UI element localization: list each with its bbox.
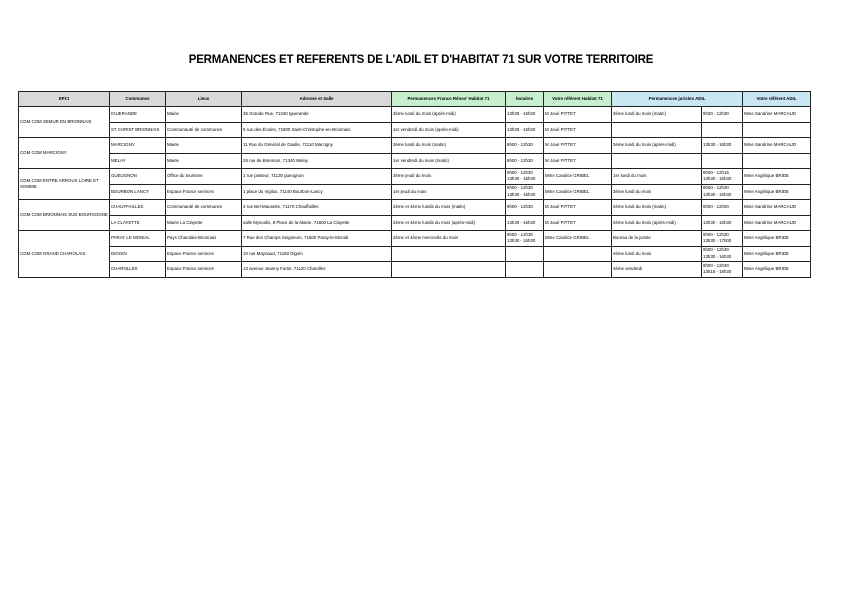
adresse-cell: salle Mysoolis, 8 Place de la Mairie, 71800 La Clayette (242, 215, 392, 231)
horaires-cell (506, 262, 544, 278)
perm-h71-cell: 1er jeudi du mois (392, 184, 506, 200)
horaires-cell: 9h00 - 12h30 (506, 200, 544, 216)
header-row (19, 92, 811, 107)
perm-h71-cell: 2ème et 4ème lundis du mois (après-midi) (392, 215, 506, 231)
page-title: PERMANENCES ET REFERENTS DE L'ADIL ET D'HABITAT 71 SUR VOTRE TERRITOIRE (188, 54, 654, 66)
horaires-cell: 9h00 - 12h30 (506, 153, 544, 169)
ref-adil-cell: Mme Angélique BRIDE (743, 262, 811, 278)
horaires-cell: 9h00 - 12h30 13h30 - 16h30 (506, 169, 544, 185)
horaires-adil-cell (702, 122, 743, 138)
table-row (19, 184, 811, 200)
perm-h71-cell (392, 246, 506, 262)
commune-cell: ST CHRIST BRIONNAIS (110, 122, 166, 138)
horaires-adil-cell: 9h00 - 12h30 13h30 - 16h30 (702, 246, 743, 262)
horaires-adil-cell (702, 153, 743, 169)
ref-adil-cell: Mme Angélique BRIDE (743, 246, 811, 262)
lieu-cell: Mairie (166, 107, 242, 123)
ref-adil-cell: Mme Sandrine MARCAUD (743, 138, 811, 154)
epci-cell: COM COM SEMUR EN BRIONNAIS (19, 107, 110, 138)
perm-h71-cell: 2ème et 4ème mercredis du mois (392, 231, 506, 247)
adresse-cell: 1 rue pasteur, 71130 gueugnon (242, 169, 392, 185)
table-row (19, 231, 811, 247)
lieu-cell: Mairie (166, 138, 242, 154)
table-row (19, 138, 811, 154)
epci-cell: COM COM GRAND CHAROLAIS (19, 231, 110, 278)
lieu-cell: Espace France services (166, 184, 242, 200)
table-row (19, 246, 811, 262)
table-row (19, 200, 811, 216)
ref-h71-cell: M Joué PITTET (544, 200, 612, 216)
adresse-cell: 10 rue Maynaud, 71160 Digoin (242, 246, 392, 262)
perm-adil-cell: 4ème vendredi (612, 262, 702, 278)
ref-h71-cell: M Joué PITTET (544, 215, 612, 231)
commune-cell: MELAY (110, 153, 166, 169)
perm-h71-cell: 1er vendredi du mois (après-midi) (392, 122, 506, 138)
horaires-adil-cell: 13h30 - 16h30 (702, 215, 743, 231)
commune-cell: LA CLAYETTE (110, 215, 166, 231)
lieu-cell: Communauté de communes (166, 200, 242, 216)
header-lieux: Lieux (166, 92, 242, 107)
horaires-adil-cell: 9h00 - 12h00 (702, 200, 743, 216)
horaires-adil-cell: 9h30 - 12h30 (702, 107, 743, 123)
commune-cell: CHAROLLES (110, 262, 166, 278)
perm-adil-cell: 3ème lundi du mois (matin) (612, 107, 702, 123)
table-row (19, 169, 811, 185)
perm-adil-cell: 2ème lundi du mois (après-midi) (612, 215, 702, 231)
permanences-table (18, 91, 811, 278)
perm-adil-cell (612, 122, 702, 138)
horaires-cell: 13h30 - 16h30 (506, 215, 544, 231)
adresse-cell: 13 avenue Jeanny Furtin, 71120 Charolles (242, 262, 392, 278)
epci-cell: COM COM ENTRE ARROUX LOIRE ET SOMME (19, 169, 110, 200)
header-ref-adil: Votre référent ADIL (743, 92, 811, 107)
commune-cell: CHAUFFAILLES (110, 200, 166, 216)
ref-h71-cell (544, 246, 612, 262)
commune-cell: IGUERANDE (110, 107, 166, 123)
lieu-cell: Espace France services (166, 262, 242, 278)
header-perm-h71: Permanences France Rénov' Habitat 71 (392, 92, 506, 107)
epci-cell: COM COM MARCIGNY (19, 138, 110, 169)
horaires-adil-cell: 13h30 - 16h30 (702, 138, 743, 154)
ref-h71-cell: Mme Candice GRIBEL (544, 169, 612, 185)
lieu-cell: Mairie La Clayette (166, 215, 242, 231)
perm-h71-cell: 2ème et 4ème lundis du mois (matin) (392, 200, 506, 216)
horaires-adil-cell: 9h00 - 12h30 13h15 - 16h30 (702, 262, 743, 278)
adresse-cell: 1 place du Vigilus, 71140 Bourbon-Lancy (242, 184, 392, 200)
adresse-cell: 11 Rue du Général de Gaulle, 71110 Marcigny (242, 138, 392, 154)
horaires-cell: 9h00 - 12h30 (506, 138, 544, 154)
header-ref-h71: Votre référent Habitat 71 (544, 92, 612, 107)
lieu-cell: Mairie (166, 153, 242, 169)
horaires-cell (506, 246, 544, 262)
table-row (19, 153, 811, 169)
horaires-cell: 9h00 - 12h30 13h30 - 16h30 (506, 184, 544, 200)
adresse-cell: 5 rue des Écoles, 71800 Saint-Christophe-en-Brionnais (242, 122, 392, 138)
header-perm-adil: Permanences juristes ADIL (612, 92, 743, 107)
table-row (19, 107, 811, 123)
lieu-cell: Communauté de communes (166, 122, 242, 138)
horaires-adil-cell: 9h00 - 12h30 13h30 - 16h30 (702, 184, 743, 200)
commune-cell: MARCIGNY (110, 138, 166, 154)
adresse-cell: 4 rue Bel-Mausette, 71170 Chauffailles (242, 200, 392, 216)
ref-adil-cell (743, 153, 811, 169)
perm-adil-cell: 4ème lundi du mois (612, 246, 702, 262)
adresse-cell: 36 Grande Rue, 71340 Iguerande (242, 107, 392, 123)
adresse-cell: 26 rue de Briennon, 71340 Melay (242, 153, 392, 169)
ref-h71-cell: M Joué PITTET (544, 138, 612, 154)
perm-adil-cell: 2ème lundi du mois (matin) (612, 200, 702, 216)
ref-adil-cell: Mme Angélique BRIDE (743, 231, 811, 247)
perm-adil-cell: 3ème lundi du mois (après-midi) (612, 138, 702, 154)
header-horaires: horaires (506, 92, 544, 107)
ref-h71-cell: M Joué PITTET (544, 107, 612, 123)
lieu-cell: Espace France services (166, 246, 242, 262)
header-epci: EPCI (19, 92, 110, 107)
table-row (19, 215, 811, 231)
ref-h71-cell: M Joué PITTET (544, 153, 612, 169)
lieu-cell: Office du tourisme (166, 169, 242, 185)
horaires-cell: 13h30 - 16h30 (506, 122, 544, 138)
horaires-cell: 9h00 - 12h30 13h30 - 16h30 (506, 231, 544, 247)
horaires-cell: 13h30 - 16h30 (506, 107, 544, 123)
ref-h71-cell: M Joué PITTET (544, 122, 612, 138)
ref-adil-cell: Mme Angélique BRIDE (743, 169, 811, 185)
perm-h71-cell (392, 262, 506, 278)
ref-adil-cell: Mme Angélique BRIDE (743, 184, 811, 200)
perm-h71-cell: 3ème lundi du mois (matin) (392, 138, 506, 154)
commune-cell: GUEUGNON (110, 169, 166, 185)
perm-h71-cell: 3ème lundi du mois (après-midi) (392, 107, 506, 123)
ref-h71-cell: Mme Candice GRIBEL (544, 184, 612, 200)
horaires-adil-cell: 9h00 - 12h30 13h30 - 17h00 (702, 231, 743, 247)
ref-adil-cell: Mme Sandrine MARCAUD (743, 107, 811, 123)
ref-adil-cell (743, 122, 811, 138)
commune-cell: BOURBON LANCY (110, 184, 166, 200)
perm-adil-cell (612, 153, 702, 169)
perm-h71-cell: 1er vendredi du mois (matin) (392, 153, 506, 169)
perm-adil-cell: 3ème lundi du mois (612, 184, 702, 200)
table-body (19, 107, 811, 278)
commune-cell: DIGOIN (110, 246, 166, 262)
table-row (19, 122, 811, 138)
perm-adil-cell: Bureau de la juriste (612, 231, 702, 247)
ref-h71-cell (544, 262, 612, 278)
commune-cell: PARAY LE MONIAL (110, 231, 166, 247)
ref-adil-cell: Mme Sandrine MARCAUD (743, 215, 811, 231)
header-adresse: Adresse et Salle (242, 92, 392, 107)
header-communes: Communes (110, 92, 166, 107)
ref-h71-cell: Mme Candice GRIBEL (544, 231, 612, 247)
ref-adil-cell: Mme Sandrine MARCAUD (743, 200, 811, 216)
perm-h71-cell: 3ème jeudi du mois (392, 169, 506, 185)
epci-cell: COM COM BRIONNAIS SUD BOURGOGNE (19, 200, 110, 231)
table-row (19, 262, 811, 278)
perm-adil-cell: 1er lundi du mois (612, 169, 702, 185)
adresse-cell: 7 Rue des Champs Seigneurs, 71600 Paray-le-Monial (242, 231, 392, 247)
horaires-adil-cell: 9h00 - 12h15 13h30 - 16h30 (702, 169, 743, 185)
lieu-cell: Pays Charolais-Brionnais (166, 231, 242, 247)
